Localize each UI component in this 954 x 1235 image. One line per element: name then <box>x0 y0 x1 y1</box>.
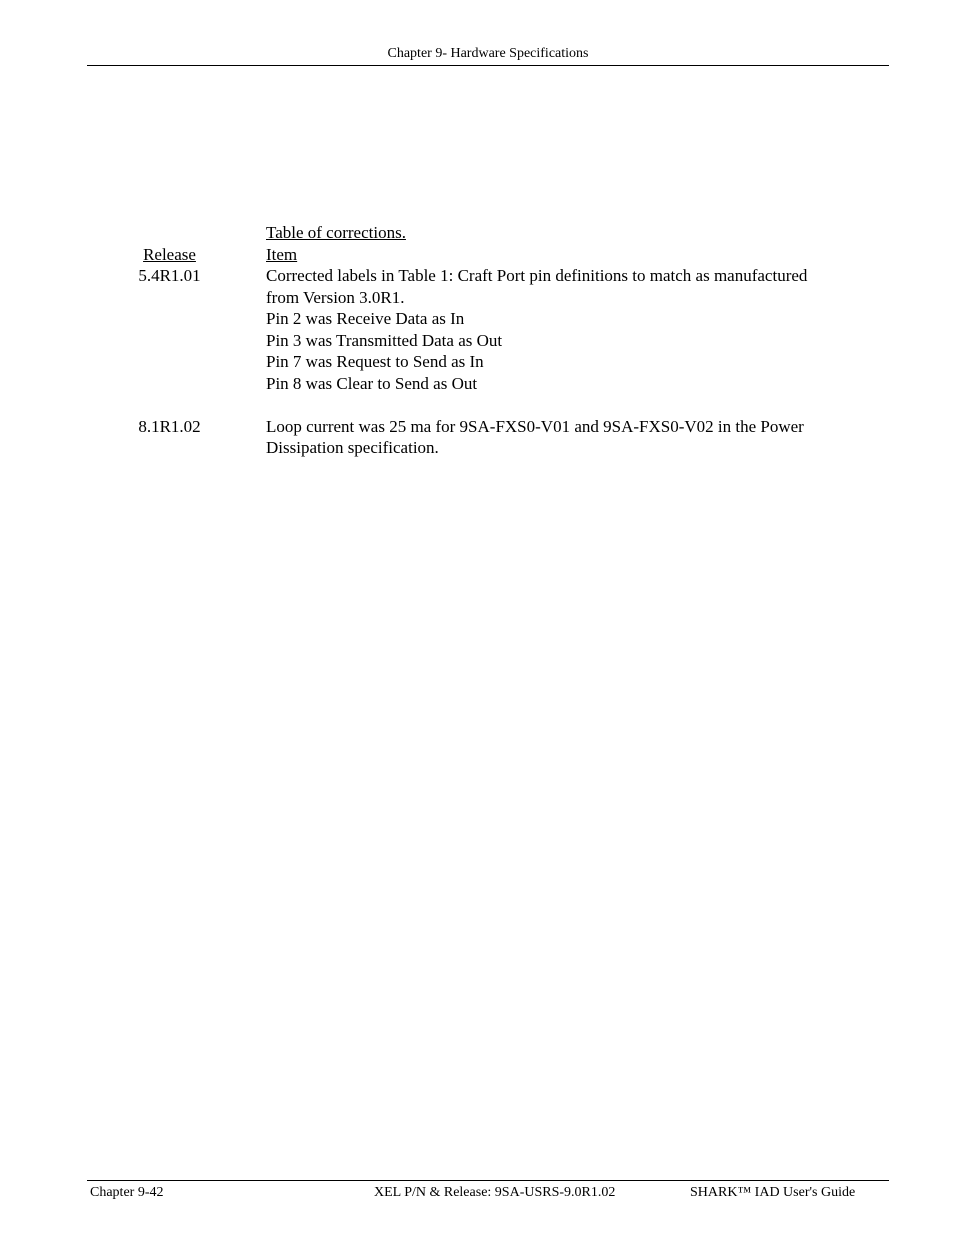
page-footer <box>87 1180 889 1200</box>
footer-release: XEL P/N & Release: 9SA-USRS-9.0R1.02 <box>374 1185 616 1200</box>
column-header-release: Release <box>143 245 196 264</box>
footer-page-number: Chapter 9-42 <box>90 1185 164 1200</box>
page-header <box>87 44 889 66</box>
row-1-item-line-4: Pin 3 was Transmitted Data as Out <box>266 331 503 350</box>
row-1-release: 5.4R1.01 <box>138 266 201 285</box>
row-1-item-line-5: Pin 7 was Request to Send as In <box>266 352 484 371</box>
row-2-item-line-1: Loop current was 25 ma for 9SA-FXS0-V01 and 9SA-FXS0-V02 in the Power <box>266 417 804 436</box>
row-1-item-line-1: Corrected labels in Table 1: Craft Port pin definitions to match as manufactured <box>266 266 808 285</box>
table-caption: Table of corrections. <box>266 223 406 242</box>
footer-guide-title: SHARK™ IAD User's Guide <box>690 1185 856 1200</box>
row-1-item-line-2: from Version 3.0R1. <box>266 288 405 307</box>
row-1-item-line-6: Pin 8 was Clear to Send as Out <box>266 374 478 393</box>
header-title: Chapter 9- Hardware Specifications <box>387 46 589 61</box>
row-1-item-line-3: Pin 2 was Receive Data as In <box>266 309 465 328</box>
column-header-item: Item <box>266 245 298 264</box>
row-2-item-line-2: Dissipation specification. <box>266 438 439 457</box>
row-2-release: 8.1R1.02 <box>138 417 201 436</box>
